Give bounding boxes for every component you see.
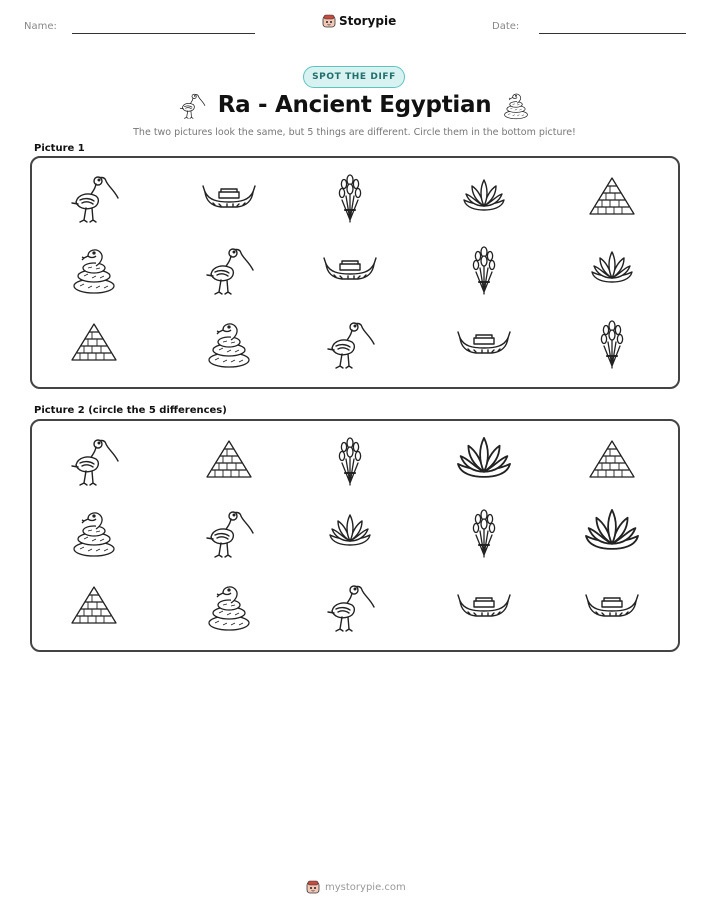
boat-icon[interactable]	[584, 579, 640, 633]
wheat-icon	[322, 170, 378, 224]
storypie-mascot-icon	[306, 880, 320, 894]
picture-2-panel[interactable]	[30, 419, 680, 652]
wheat-icon	[584, 316, 640, 370]
footer-url[interactable]: mystorypie.com	[325, 881, 406, 893]
pyramid-icon	[66, 316, 122, 370]
wheat-icon[interactable]	[322, 433, 378, 487]
instructions: The two pictures look the same, but 5 things are different. Circle them in the bottom picture!	[133, 127, 576, 138]
ibis-icon[interactable]	[66, 433, 122, 487]
wheat-icon[interactable]	[456, 505, 512, 559]
storypie-mascot-icon	[322, 14, 336, 28]
pyramid-icon	[584, 170, 640, 224]
ibis-icon[interactable]	[322, 579, 378, 633]
ibis-icon	[66, 170, 122, 224]
ibis-icon[interactable]	[201, 505, 257, 559]
pyramid-icon[interactable]	[201, 433, 257, 487]
snake-icon	[201, 316, 257, 370]
snake-icon[interactable]	[66, 505, 122, 559]
ibis-icon	[322, 316, 378, 370]
brand-name: Storypie	[339, 14, 397, 28]
date-label: Date:	[492, 21, 520, 32]
lotus-icon	[456, 170, 512, 224]
name-label: Name:	[24, 21, 57, 32]
snake-icon[interactable]	[201, 579, 257, 633]
ibis-icon	[201, 242, 257, 296]
name-line[interactable]	[72, 33, 255, 34]
pyramid-icon[interactable]	[66, 579, 122, 633]
boat-icon[interactable]	[456, 579, 512, 633]
spot-the-diff-badge: SPOT THE DIFF	[303, 66, 405, 88]
boat-icon	[456, 316, 512, 370]
picture-2-label: Picture 2 (circle the 5 differences)	[34, 405, 227, 416]
boat-icon	[322, 242, 378, 296]
brand-logo	[322, 14, 396, 28]
footer	[306, 880, 406, 894]
lotus-icon[interactable]	[584, 505, 640, 559]
picture-1-panel	[30, 156, 680, 389]
pyramid-icon[interactable]	[584, 433, 640, 487]
picture-1-label: Picture 1	[34, 143, 85, 154]
snake-icon	[500, 89, 532, 125]
boat-icon	[201, 170, 257, 224]
lotus-icon	[584, 242, 640, 296]
date-line[interactable]	[539, 33, 686, 34]
page-title: Ra - Ancient Egyptian	[217, 92, 492, 118]
lotus-icon[interactable]	[456, 433, 512, 487]
wheat-icon	[456, 242, 512, 296]
lotus-icon[interactable]	[322, 505, 378, 559]
snake-icon	[66, 242, 122, 296]
